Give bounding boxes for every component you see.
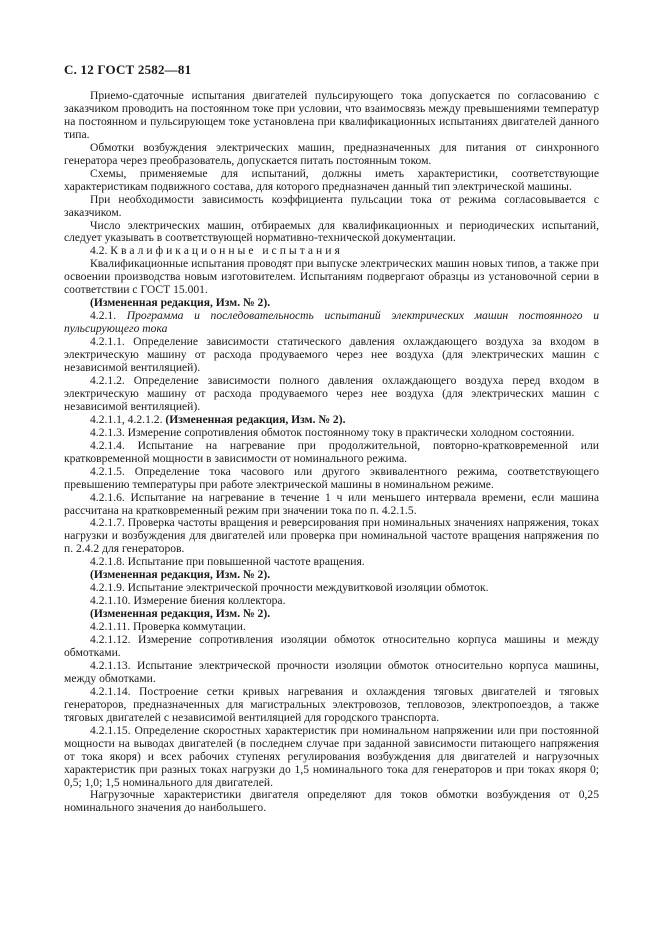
paragraph: Число электрических машин, отбираемых для квалификационных и периодических испытаний, следует указывать в соответствующей нормативно-технической документации. bbox=[64, 218, 599, 245]
paragraph: 4.2.1.6. Испытание на нагревание в течение 1 ч или меньшего интервала времени, если машина рассчитана на кратковременный режим при значении тока по п. 4.2.1.5. bbox=[64, 490, 599, 517]
amendment-note: (Измененная редакция, Изм. № 2). bbox=[90, 568, 271, 582]
amendment-note: (Измененная редакция, Изм. № 2). bbox=[90, 296, 271, 310]
amendment-note: (Измененная редакция, Изм. № 2). bbox=[90, 607, 271, 621]
paragraph: 4.2.1.5. Определение тока часового или другого эквивалентного режима, соответствующего превышению температуры при работе электрической машины в номинальном режиме. bbox=[64, 464, 599, 491]
paragraph: 4.2.1.11. Проверка коммутации. bbox=[90, 620, 246, 634]
paragraph: 4.2.1.12. Измерение сопротивления изоляции обмоток относительно корпуса машины и между обмотками. bbox=[64, 633, 599, 659]
paragraph: 4.2.1.13. Испытание электрической прочности изоляции обмоток относительно корпуса машины, между обмотками. bbox=[64, 658, 599, 685]
paragraph: 4.2.1.1. Определение зависимости статического давления охлаждающего воздуха за входом в электрическую машину от расхода продуваемого через нее воздуха (для электрических машин с независимой вентиляцией). bbox=[64, 335, 599, 375]
paragraph: 4.2.1.14. Построение сетки кривых нагревания и охлаждения тяговых двигателей и тяговых генераторов, предназначенных для магистральных электровозов, тепловозов, электропоездов, а также тяговых двигателей с независимой вентиляцией для городского транспорта. bbox=[64, 684, 599, 724]
section-title: Квалификационные испытания bbox=[110, 244, 343, 258]
subsection-number: 4.2.1. bbox=[90, 309, 117, 323]
paragraph: Нагрузочные характеристики двигателя определяют для токов обмотки возбуждения от 0,25 номинального значения до наибольшего. bbox=[64, 788, 599, 815]
clause-reference: 4.2.1.1, 4.2.1.2. bbox=[90, 412, 163, 426]
paragraph: При необходимости зависимость коэффициента пульсации тока от режима согласовывается с заказчиком. bbox=[64, 192, 599, 219]
paragraph: Квалификационные испытания проводят при выпуске электрических машин новых типов, а также при освоении производства новым изготовителем. Испытаниям подвергают образцы из установочной серии в соответствии с ГОСТ 15.001. bbox=[64, 257, 599, 297]
subsection-heading bbox=[64, 310, 599, 336]
amendment-note: (Измененная редакция, Изм. № 2). bbox=[165, 412, 346, 426]
paragraph: Обмотки возбуждения электрических машин, предназначенных для питания от синхронного генератора через преобразователь, допускается питать постоянным током. bbox=[64, 140, 599, 167]
paragraph bbox=[64, 414, 599, 427]
paragraph: 4.2.1.2. Определение зависимости полного давления охлаждающего воздуха перед входом в электрическую машину от расхода продуваемого через нее воздуха (для электрических машин с независимой вентиляцией). bbox=[64, 373, 599, 413]
paragraph: 4.2.1.10. Измерение биения коллектора. bbox=[90, 594, 286, 608]
paragraph: 4.2.1.4. Испытание на нагревание при продолжительной, повторно-кратковременной или кратковременной мощности в зависимости от номинального режима. bbox=[64, 438, 599, 465]
paragraph: 4.2.1.15. Определение скоростных характеристик при номинальном напряжении или при постоянной мощности на выводах двигателей (в последнем случае при заданной зависимости питающего напряжения от тока якоря) и всех рабочих ступенях регулирования возбуждения для двигателей и нагрузочных характеристик при разных токах нагрузки до 1,5 номинального тока для генераторов и при токах якоря 0; 0,5; 1,0; 1,5 номинального для двигателей. bbox=[64, 723, 599, 789]
document-body bbox=[64, 90, 599, 815]
paragraph: Схемы, применяемые для испытаний, должны иметь характеристики, соответствующие характеристикам подвижного состава, для которого предназначен данный тип электрической машины. bbox=[64, 166, 599, 193]
paragraph: 4.2.1.7. Проверка частоты вращения и реверсирования при номинальных значениях напряжения, токах нагрузки и возбуждения для двигателей или проверка при номинальной частоте вращения напряжения по п. 2.4.2 для генераторов. bbox=[64, 516, 599, 556]
subsection-title: Программа и последовательность испытаний электрических машин постоянного и пульсирующего тока bbox=[64, 309, 599, 336]
page-header: С. 12 ГОСТ 2582—81 bbox=[64, 62, 192, 77]
paragraph: Приемо-сдаточные испытания двигателей пульсирующего тока допускается по согласованию с заказчиком проводить на постоянном токе при условии, что взаимосвязь между превышениями температур на постоянном и пульсирующем токе установлена при квалификационных испытаниях двигателей данного типа. bbox=[64, 89, 599, 141]
section-number: 4.2. bbox=[90, 244, 108, 258]
paragraph: 4.2.1.3. Измерение сопротивления обмоток постоянному току в практически холодном состоянии. bbox=[90, 425, 575, 439]
paragraph: 4.2.1.9. Испытание электрической прочности междувитковой изоляции обмоток. bbox=[90, 581, 489, 595]
paragraph: 4.2.1.8. Испытание при повышенной частоте вращения. bbox=[90, 555, 365, 569]
